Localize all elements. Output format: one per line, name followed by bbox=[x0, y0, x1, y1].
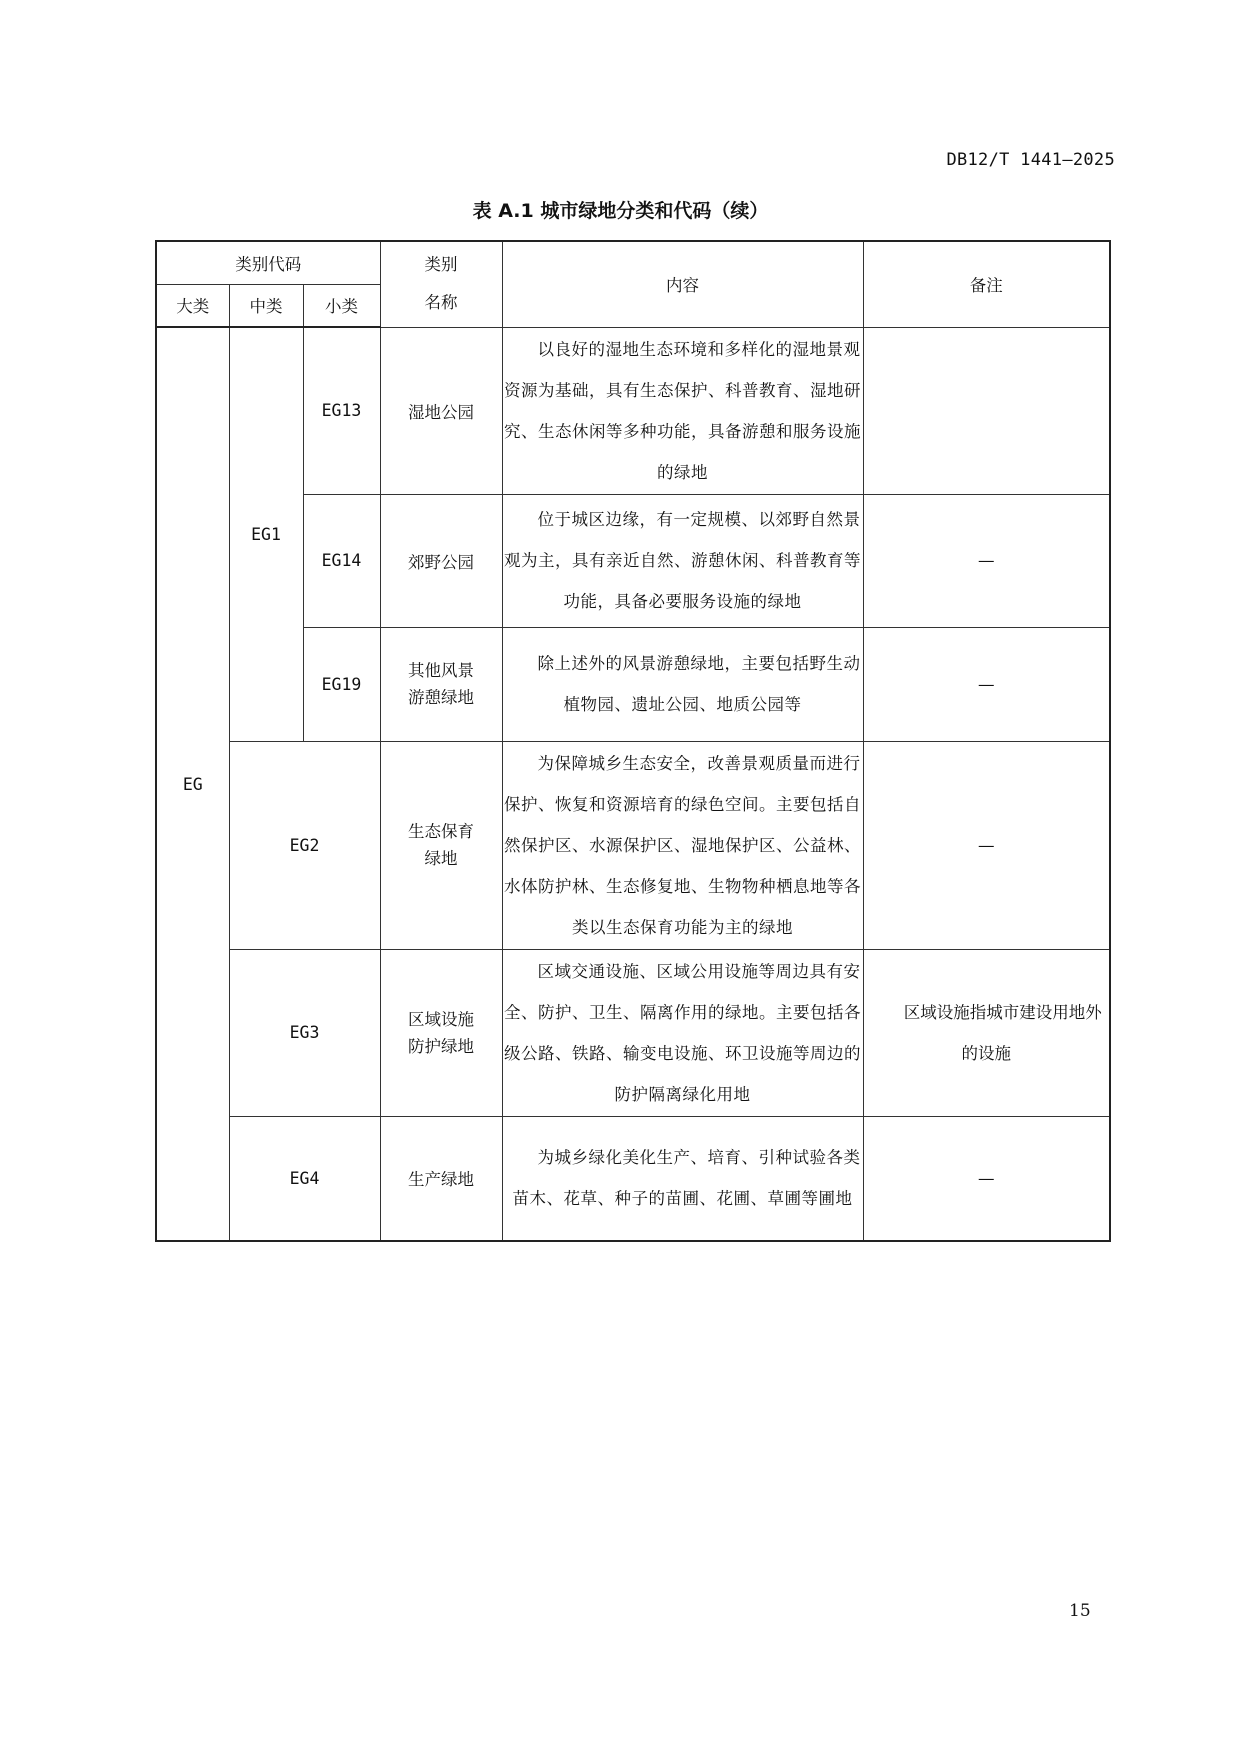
table-row bbox=[156, 1116, 1110, 1241]
medium-code-eg3: EG3 bbox=[229, 949, 380, 1116]
remark-eg19: — bbox=[863, 627, 1110, 741]
category-name-eg19 bbox=[380, 627, 502, 741]
header-category-name bbox=[380, 241, 502, 327]
header-name-line1: 类别 bbox=[424, 255, 458, 275]
medium-code-eg1: EG1 bbox=[229, 327, 303, 741]
remark-eg14: — bbox=[863, 494, 1110, 627]
minor-code-eg14: EG14 bbox=[303, 494, 380, 627]
major-code-eg: EG bbox=[156, 327, 229, 1241]
header-code-group: 类别代码 bbox=[156, 241, 380, 284]
content-text: 区域交通设施、区域公用设施等周边具有安全、防护、卫生、隔离作用的绿地。主要包括各级公路、铁路、输变电设施、环卫设施等周边的防护隔离绿化用地 bbox=[504, 961, 861, 1104]
content-text: 为保障城乡生态安全，改善景观质量而进行保护、恢复和资源培育的绿色空间。主要包括自然保护区、水源保护区、湿地保护区、公益林、水体防护林、生态修复地、生物物种栖息地等各类以生态保育功能为主的绿地 bbox=[504, 753, 861, 937]
table-row bbox=[156, 327, 1110, 494]
header-medium: 中类 bbox=[229, 284, 303, 327]
content-eg3 bbox=[502, 949, 863, 1116]
category-name-line2: 绿地 bbox=[424, 849, 458, 868]
category-name-line1: 区域设施 bbox=[408, 1009, 474, 1029]
remark-eg3 bbox=[863, 949, 1110, 1116]
content-text: 除上述外的风景游憩绿地，主要包括野生动植物园、遗址公园、地质公园等 bbox=[537, 654, 861, 714]
content-text: 以良好的湿地生态环境和多样化的湿地景观资源为基础，具有生态保护、科普教育、湿地研究、生态休闲等多种功能，具备游憩和服务设施的绿地 bbox=[504, 339, 861, 482]
medium-code-eg4: EG4 bbox=[229, 1116, 380, 1241]
content-text: 位于城区边缘，有一定规模、以郊野自然景观为主，具有亲近自然、游憩休闲、科普教育等功能，具备必要服务设施的绿地 bbox=[504, 510, 861, 611]
header-remark: 备注 bbox=[863, 241, 1110, 327]
header-major: 大类 bbox=[156, 284, 229, 327]
category-name-line1: 其他风景 bbox=[408, 661, 474, 680]
table-row bbox=[156, 741, 1110, 949]
header-content: 内容 bbox=[502, 241, 863, 327]
remark-eg4: — bbox=[863, 1116, 1110, 1241]
category-name-eg2 bbox=[380, 741, 502, 949]
minor-code-eg13: EG13 bbox=[303, 327, 380, 494]
document-code: DB12/T 1441—2025 bbox=[946, 150, 1115, 170]
content-eg19 bbox=[502, 627, 863, 741]
classification-table bbox=[155, 240, 1111, 1242]
header-minor: 小类 bbox=[303, 284, 380, 327]
remark-text: 区域设施指城市建设用地外的设施 bbox=[903, 1002, 1102, 1063]
page-number: 15 bbox=[1069, 1601, 1091, 1621]
category-name-line2: 防护绿地 bbox=[408, 1036, 474, 1056]
content-text: 为城乡绿化美化生产、培育、引种试验各类苗木、花草、种子的苗圃、花圃、草圃等圃地 bbox=[512, 1148, 861, 1209]
category-name-eg13: 湿地公园 bbox=[380, 327, 502, 494]
remark-eg13 bbox=[863, 327, 1110, 494]
content-eg2 bbox=[502, 741, 863, 949]
table-title: 表 A.1 城市绿地分类和代码（续） bbox=[472, 200, 769, 222]
header-row-1 bbox=[156, 241, 1110, 284]
table-row bbox=[156, 949, 1110, 1116]
category-name-eg14: 郊野公园 bbox=[380, 494, 502, 627]
category-name-line1: 生态保育 bbox=[408, 822, 474, 841]
category-name-eg4: 生产绿地 bbox=[380, 1116, 502, 1241]
medium-code-eg2: EG2 bbox=[229, 741, 380, 949]
category-name-line2: 游憩绿地 bbox=[408, 688, 474, 707]
minor-code-eg19: EG19 bbox=[303, 627, 380, 741]
content-eg4 bbox=[502, 1116, 863, 1241]
header-name-line2: 名称 bbox=[424, 293, 458, 313]
remark-eg2: — bbox=[863, 741, 1110, 949]
content-eg13 bbox=[502, 327, 863, 494]
content-eg14 bbox=[502, 494, 863, 627]
category-name-eg3 bbox=[380, 949, 502, 1116]
